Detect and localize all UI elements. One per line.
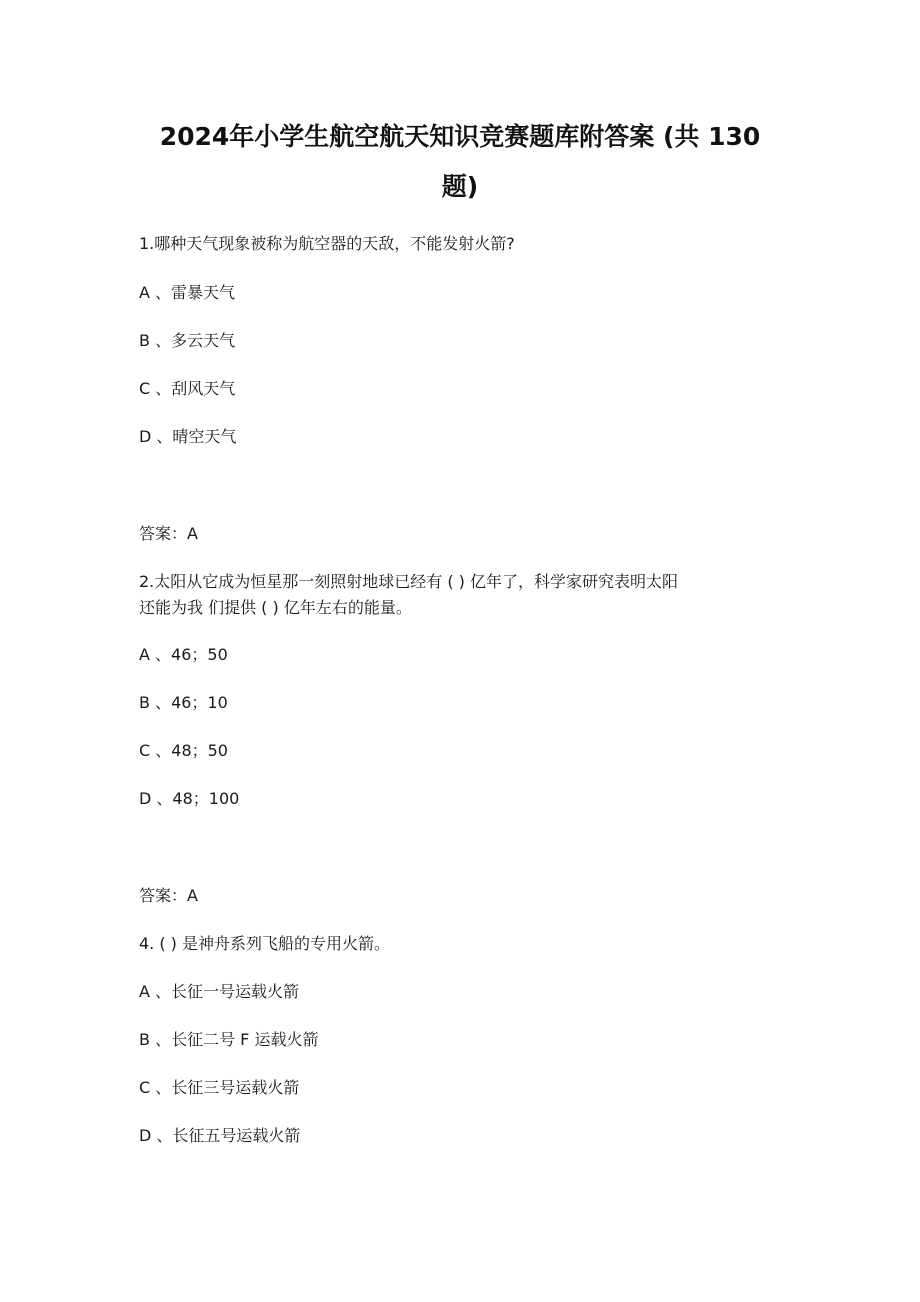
question-1-text: 1.哪种天气现象被称为航空器的天敌，不能发射火箭?: [139, 234, 515, 253]
question-2-text-line-1: 2.太阳从它成为恒星那一刻照射地球已经有 ( ) 亿年了，科学家研究表明太阳: [139, 572, 679, 591]
question-2-option-b: B 、46；10: [139, 693, 228, 712]
title-line-2: 题): [441, 172, 479, 201]
title-line-1: 2024年小学生航空航天知识竞赛题库附答案 (共 130: [159, 122, 761, 151]
question-2-option-d: D 、48；100: [139, 789, 240, 808]
question-1-answer: 答案：A: [139, 524, 198, 543]
question-1-option-c: C 、刮风天气: [139, 379, 236, 398]
question-4-option-a: A 、长征一号运载火箭: [139, 982, 300, 1001]
question-4-option-c: C 、长征三号运载火箭: [139, 1078, 300, 1097]
question-1-option-b: B 、多云天气: [139, 331, 236, 350]
question-1-option-d: D 、晴空天气: [139, 427, 237, 446]
question-4-option-b: B 、长征二号 F 运载火箭: [139, 1030, 319, 1049]
question-2-answer: 答案：A: [139, 886, 198, 905]
question-1-option-a: A 、雷暴天气: [139, 283, 236, 302]
question-2-option-c: C 、48；50: [139, 741, 228, 760]
question-4-option-d: D 、长征五号运载火箭: [139, 1126, 301, 1145]
document-title: [130, 112, 790, 212]
question-4-text: 4. ( ) 是神舟系列飞船的专用火箭。: [139, 934, 391, 953]
question-2-option-a: A 、46；50: [139, 645, 228, 664]
question-2-text-line-2: 还能为我 们提供 ( ) 亿年左右的能量。: [139, 598, 412, 617]
